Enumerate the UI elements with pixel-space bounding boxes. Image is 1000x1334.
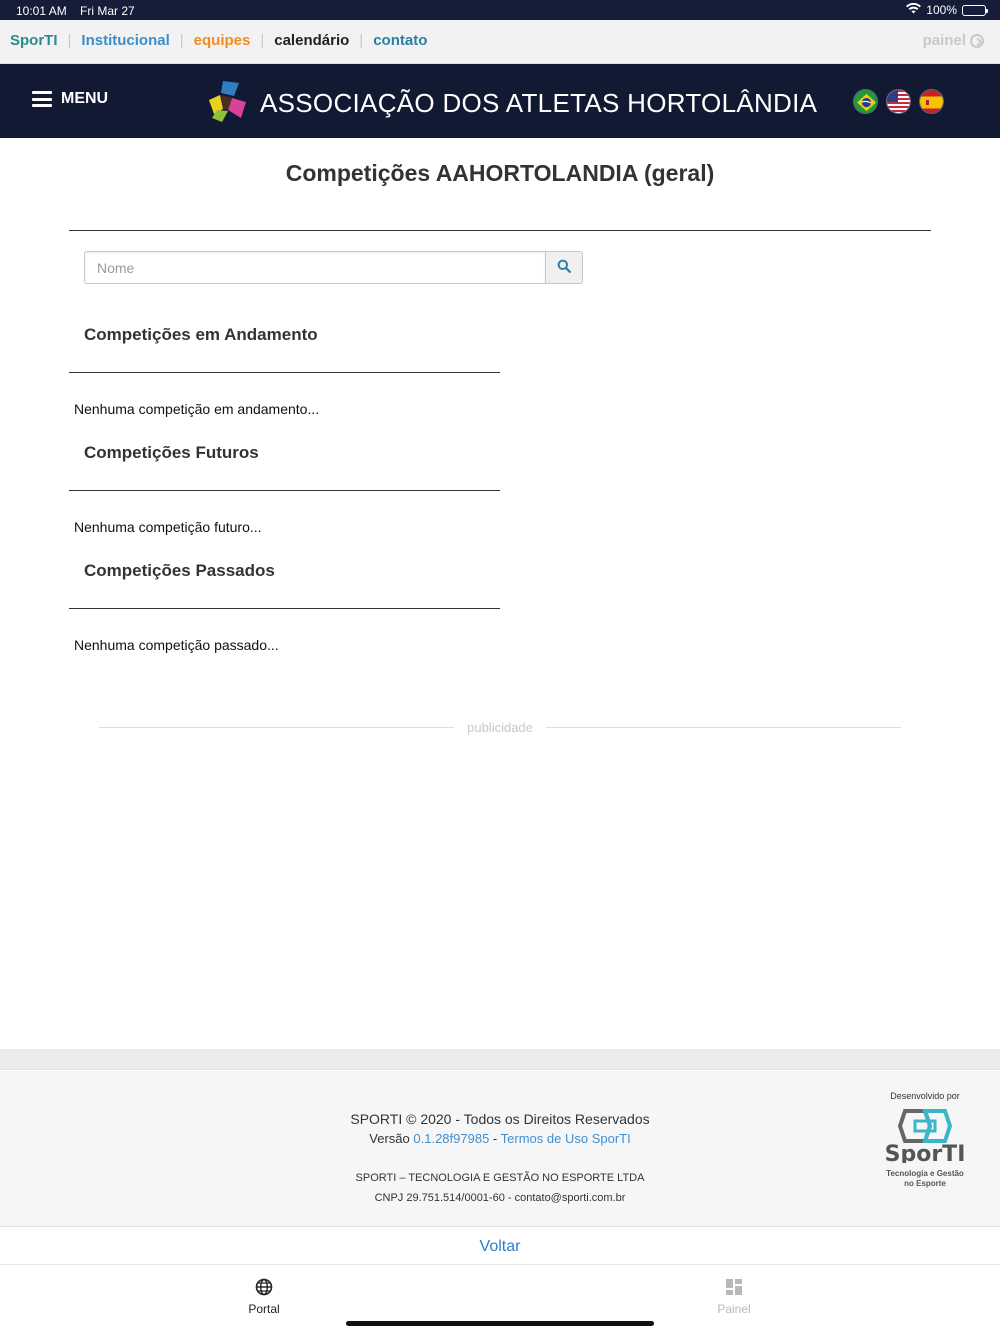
association-title: ASSOCIAÇÃO DOS ATLETAS HORTOLÂNDIA xyxy=(260,88,818,118)
section-divider xyxy=(69,490,500,491)
dashboard-icon xyxy=(725,1278,743,1299)
company-cnpj: CNPJ 29.751.514/0001-60 - contato@sporti.com.br xyxy=(374,1192,626,1204)
battery-percent: 100% xyxy=(926,3,957,17)
section-title-passados: Competições Passados xyxy=(84,561,275,580)
terms-link[interactable]: Termos de Uso SporTI xyxy=(500,1131,631,1146)
section-title-futuros: Competições Futuros xyxy=(84,443,259,462)
aah-logo-icon xyxy=(206,80,248,127)
section-divider xyxy=(69,372,500,373)
tab-painel[interactable] xyxy=(684,1278,784,1316)
language-selector xyxy=(853,89,944,114)
tab-portal[interactable] xyxy=(214,1278,314,1316)
advertising-separator xyxy=(99,720,901,734)
status-bar xyxy=(0,0,1000,20)
version-line xyxy=(0,1131,1000,1146)
version-separator: - xyxy=(492,1131,498,1146)
developer-credit[interactable] xyxy=(868,1091,982,1188)
sporti-logo-icon xyxy=(875,1142,975,1167)
empty-message-andamento: Nenhuma competição em andamento... xyxy=(74,401,320,417)
empty-message-passados: Nenhuma competição passado... xyxy=(74,637,279,653)
brazil-flag-icon[interactable] xyxy=(853,89,878,114)
nav-link-calendario[interactable]: calendário xyxy=(274,32,350,49)
painel-label: painel xyxy=(922,32,966,49)
nav-link-institucional[interactable]: Institucional xyxy=(81,32,170,49)
nav-separator: | xyxy=(260,32,265,49)
footer-band xyxy=(0,1049,1000,1070)
empty-message-futuros: Nenhuma competição futuro... xyxy=(74,519,262,535)
home-indicator xyxy=(346,1321,654,1326)
menu-label: MENU xyxy=(61,90,109,107)
developed-by-label: Desenvolvido por xyxy=(890,1091,960,1101)
tab-painel-label: Painel xyxy=(717,1302,751,1316)
nav-link-sporti[interactable]: SporTI xyxy=(10,32,58,49)
page-title: Competições AAHORTOLANDIA (geral) xyxy=(285,160,715,186)
painel-link[interactable] xyxy=(923,32,984,49)
section-title-andamento: Competições em Andamento xyxy=(84,325,318,344)
top-nav-bar xyxy=(0,20,1000,64)
wifi-icon xyxy=(906,3,921,17)
dev-tagline-2: no Esporte xyxy=(904,1179,946,1188)
spain-flag-icon[interactable] xyxy=(919,89,944,114)
globe-icon xyxy=(255,1278,273,1299)
title-divider xyxy=(69,230,931,231)
search-button[interactable] xyxy=(545,251,583,284)
usa-flag-icon[interactable] xyxy=(886,89,911,114)
status-date: Fri Mar 27 xyxy=(80,4,135,18)
footer xyxy=(0,1071,1000,1227)
brand[interactable] xyxy=(206,80,817,127)
site-header xyxy=(0,64,1000,138)
status-time: 10:01 AM xyxy=(16,4,67,18)
nav-separator: | xyxy=(359,32,364,49)
version-prefix: Versão xyxy=(369,1131,410,1146)
nav-link-contato[interactable]: contato xyxy=(373,32,428,49)
section-divider xyxy=(69,608,500,609)
nav-separator: | xyxy=(67,32,72,49)
dev-tagline-1: Tecnologia e Gestão xyxy=(886,1169,964,1178)
company-name: SPORTI – TECNOLOGIA E GESTÃO NO ESPORTE LTDA xyxy=(355,1172,645,1184)
back-button[interactable]: Voltar xyxy=(0,1228,1000,1265)
hamburger-icon xyxy=(32,91,52,107)
search-bar xyxy=(84,251,583,284)
nav-link-equipes[interactable]: equipes xyxy=(193,32,251,49)
dev-logo-text: SporTI xyxy=(884,1142,966,1163)
search-icon xyxy=(557,259,571,276)
tab-portal-label: Portal xyxy=(248,1302,280,1316)
version-link[interactable]: 0.1.28f97985 xyxy=(413,1131,490,1146)
top-nav-links xyxy=(10,32,427,49)
arrow-right-circle-icon xyxy=(970,34,984,48)
nav-separator: | xyxy=(179,32,184,49)
menu-button[interactable] xyxy=(32,90,108,108)
copyright-text: SPORTI © 2020 - Todos os Direitos Reservados xyxy=(350,1111,650,1127)
battery-icon xyxy=(962,5,986,16)
search-input[interactable] xyxy=(84,251,545,284)
ad-label: publicidade xyxy=(467,720,533,735)
